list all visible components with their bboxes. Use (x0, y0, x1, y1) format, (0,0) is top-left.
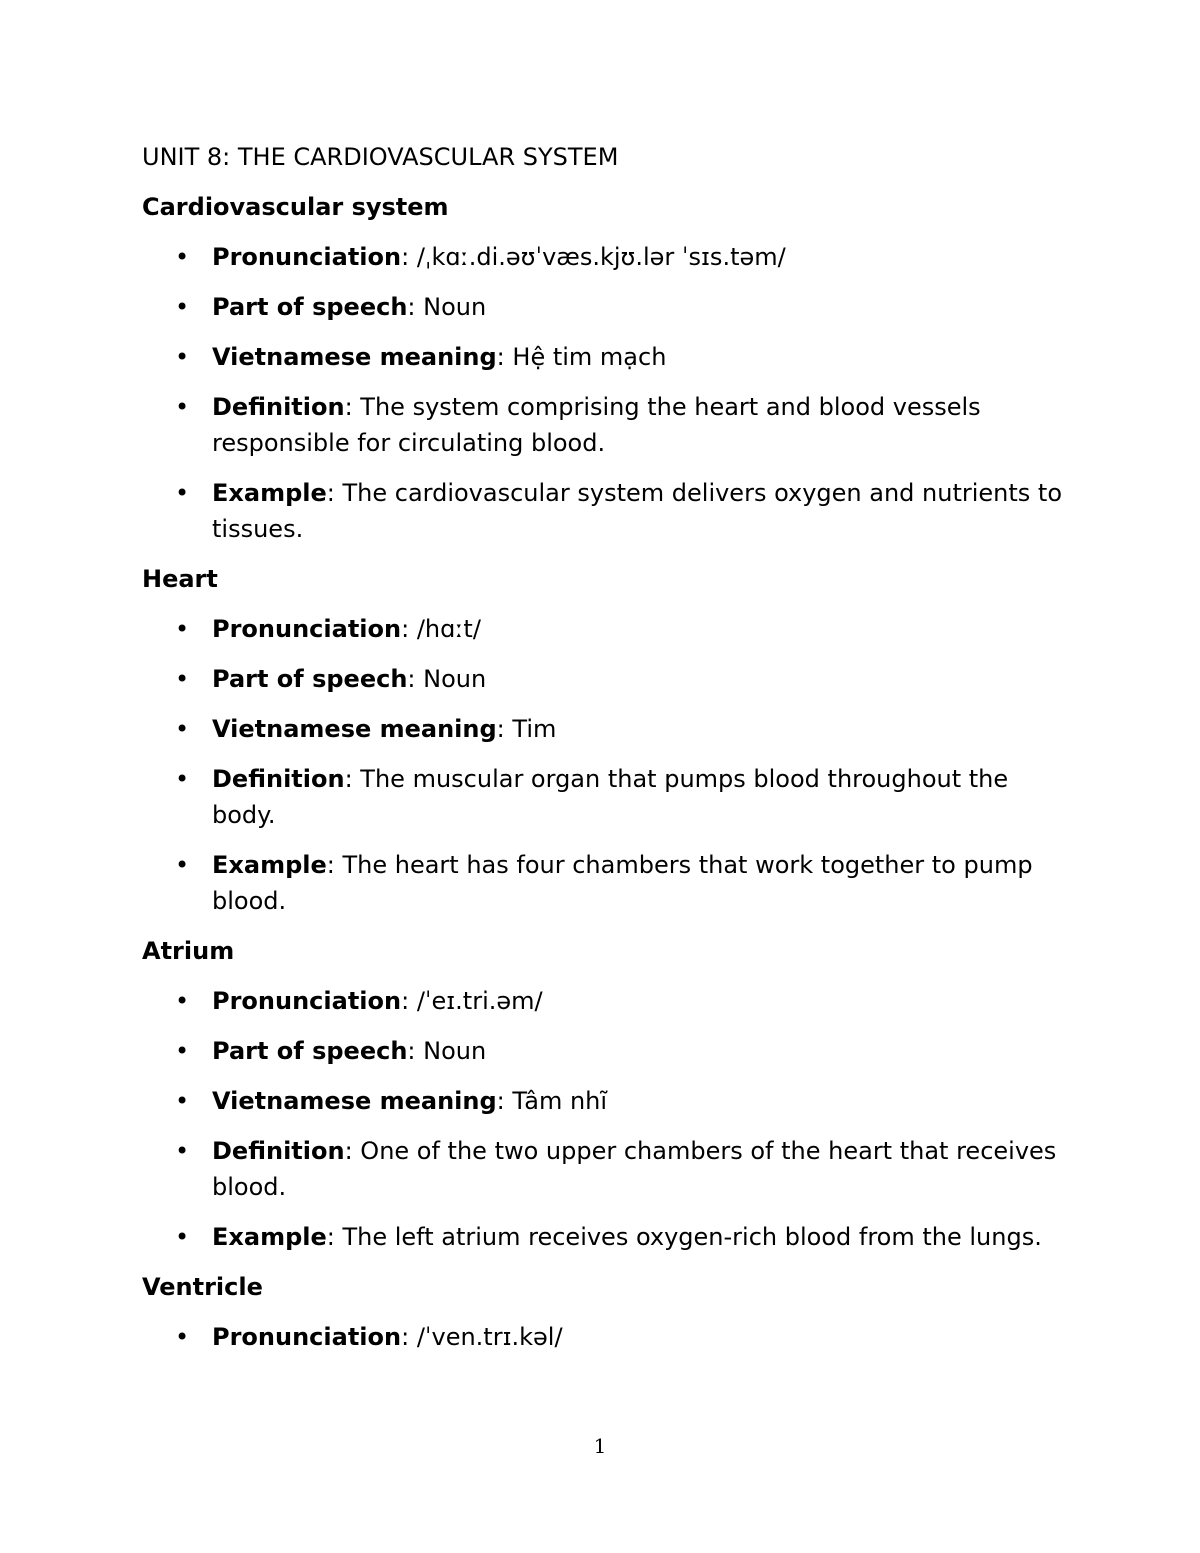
entry-label: Definition (212, 765, 345, 793)
entry-value: /hɑːt/ (416, 615, 481, 643)
term-entry-list (142, 239, 1072, 547)
term-entry (142, 983, 1072, 1019)
entry-label: Pronunciation (212, 987, 402, 1015)
entry-separator: : (407, 1037, 424, 1065)
term-entry-list (142, 1319, 1072, 1355)
bullet-icon: • (175, 615, 190, 643)
entry-label: Example (212, 1223, 327, 1251)
entry-label: Part of speech (212, 665, 408, 693)
entry-separator: : (401, 243, 417, 271)
entry-label: Example (212, 851, 327, 879)
term-entry (142, 1219, 1072, 1255)
term-entry (142, 1319, 1072, 1355)
term-entry (142, 339, 1072, 375)
entry-separator: : (326, 1223, 343, 1251)
entry-separator: : (344, 1137, 361, 1165)
terms-list (142, 189, 1072, 1355)
entry-separator: : (496, 1087, 513, 1115)
term-entry-list (142, 983, 1072, 1255)
entry-value: Noun (423, 665, 487, 693)
unit-title: UNIT 8: THE CARDIOVASCULAR SYSTEM (142, 143, 619, 171)
entry-value: /ˈven.trɪ.kəl/ (416, 1323, 563, 1351)
term-entry (142, 761, 1072, 833)
entry-label: Pronunciation (212, 615, 402, 643)
term-entry (142, 661, 1072, 697)
entry-separator: : (407, 665, 424, 693)
bullet-icon: • (175, 765, 190, 793)
term-entry-list (142, 611, 1072, 919)
entry-label: Definition (212, 1137, 345, 1165)
bullet-icon: • (175, 665, 190, 693)
bullet-icon: • (175, 1223, 190, 1251)
term-heading: Heart (142, 565, 218, 593)
entry-separator: : (401, 615, 417, 643)
bullet-icon: • (175, 851, 190, 879)
bullet-icon: • (175, 1087, 190, 1115)
entry-separator: : (401, 1323, 417, 1351)
entry-value: The muscular organ that pumps blood throughout the body. (212, 765, 1009, 829)
entry-value: /ˌkɑː.di.əʊˈvæs.kjʊ.lər ˈsɪs.təm/ (416, 243, 786, 271)
entry-label: Vietnamese meaning (212, 1087, 497, 1115)
entry-label: Part of speech (212, 293, 408, 321)
entry-value: Tim (512, 715, 557, 743)
term-entry (142, 475, 1072, 547)
entry-value: The cardiovascular system delivers oxygen and nutrients to tissues. (212, 479, 1063, 543)
entry-value: One of the two upper chambers of the heart that receives blood. (212, 1137, 1057, 1201)
entry-label: Vietnamese meaning (212, 343, 497, 371)
bullet-icon: • (175, 343, 190, 371)
entry-label: Part of speech (212, 1037, 408, 1065)
document-content (142, 139, 1072, 1369)
entry-value: Noun (423, 293, 487, 321)
entry-separator: : (407, 293, 424, 321)
bullet-icon: • (175, 293, 190, 321)
entry-separator: : (344, 765, 361, 793)
term-heading: Ventricle (142, 1273, 263, 1301)
bullet-icon: • (175, 393, 190, 421)
entry-separator: : (496, 715, 513, 743)
entry-label: Pronunciation (212, 1323, 402, 1351)
page-number: 1 (593, 1434, 607, 1458)
term-entry (142, 1133, 1072, 1205)
entry-value: Tâm nhĩ (512, 1087, 608, 1115)
entry-value: Hệ tim mạch (512, 343, 667, 371)
term-entry (142, 389, 1072, 461)
bullet-icon: • (175, 1037, 190, 1065)
entry-label: Pronunciation (212, 243, 402, 271)
bullet-icon: • (175, 479, 190, 507)
bullet-icon: • (175, 987, 190, 1015)
term-entry (142, 847, 1072, 919)
entry-separator: : (401, 987, 417, 1015)
term-heading: Atrium (142, 937, 235, 965)
bullet-icon: • (175, 1323, 190, 1351)
entry-value: The heart has four chambers that work together to pump blood. (212, 851, 1033, 915)
term-entry (142, 711, 1072, 747)
bullet-icon: • (175, 715, 190, 743)
term-heading: Cardiovascular system (142, 193, 449, 221)
entry-label: Vietnamese meaning (212, 715, 497, 743)
entry-value: /ˈeɪ.tri.əm/ (416, 987, 543, 1015)
bullet-icon: • (175, 243, 190, 271)
entry-label: Example (212, 479, 327, 507)
term-entry (142, 1083, 1072, 1119)
entry-value: Noun (423, 1037, 487, 1065)
term-entry (142, 289, 1072, 325)
entry-separator: : (326, 851, 343, 879)
term-entry (142, 611, 1072, 647)
bullet-icon: • (175, 1137, 190, 1165)
entry-value: The system comprising the heart and blood vessels responsible for circulating blood. (212, 393, 981, 457)
entry-separator: : (496, 343, 513, 371)
entry-separator: : (344, 393, 361, 421)
entry-value: The left atrium receives oxygen-rich blood from the lungs. (342, 1223, 1042, 1251)
term-entry (142, 1033, 1072, 1069)
entry-label: Definition (212, 393, 345, 421)
entry-separator: : (326, 479, 343, 507)
term-entry (142, 239, 1072, 275)
